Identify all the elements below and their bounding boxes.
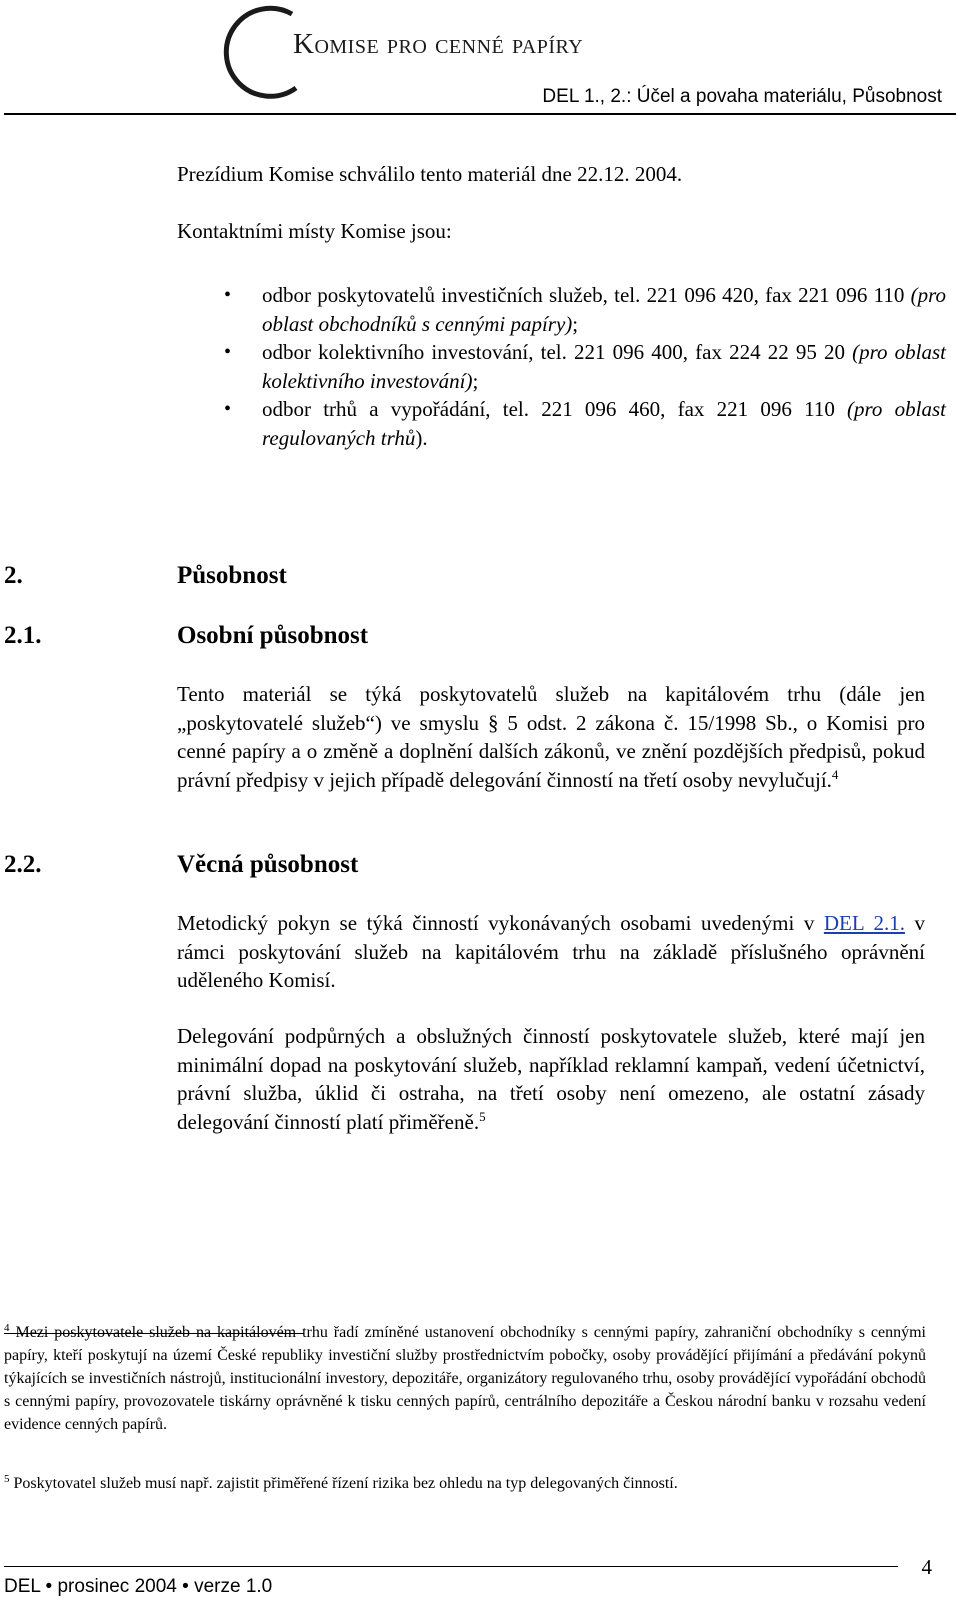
section-number: 2.	[4, 562, 23, 589]
page-number: 4	[921, 1555, 932, 1579]
delegation-paragraph: Delegování podpůrných a obslužných činností poskytovatele služeb, které mají jen minimální dopad na poskytování služeb, například reklamní kampaň, vedení účetnictví, právní služba, úklid či ostraha, na třetí osoby není omezeno, ale ostatní zásady delegování činností platí přiměřeně.$^5$	[177, 1024, 925, 1134]
section-title: Působnost	[177, 562, 287, 589]
footer-divider	[4, 1566, 898, 1567]
komise-logo-icon	[214, 0, 304, 100]
del-2-1-link[interactable]: DEL 2.1.	[823, 911, 905, 935]
subsection-number: 2.2.	[4, 851, 42, 878]
contacts-list	[224, 281, 946, 452]
contact-item: • odbor poskytovatelů investičních služeb, tel. 221 096 420, fax 221 096 110 (pro oblast obchodníků s cennými papíry);	[224, 281, 946, 338]
contacts-intro: Kontaktními místy Komise jsou:	[177, 219, 452, 243]
contact-item: • odbor trhů a vypořádání, tel. 221 096 460, fax 221 096 110 (pro oblast regulovaných trhů).	[224, 395, 946, 452]
footnote: $^5$ Poskytovatel služeb musí např. zajistit přiměřené řízení rizika bez ohledu na typ delegovaných činností.	[4, 1473, 678, 1492]
header-divider	[4, 113, 956, 115]
subsection-number: 2.1.	[4, 622, 42, 649]
subsection-title: Osobní působnost	[177, 622, 369, 649]
approval-statement: Prezídium Komise schválilo tento materiál dne 22.12. 2004.	[177, 162, 683, 186]
contact-item: • odbor kolektivního investování, tel. 221 096 400, fax 224 22 95 20 (pro oblast kolektivního investování);	[224, 338, 946, 395]
section-heading: DEL 1., 2.: Účel a povaha materiálu, Působnost	[542, 86, 942, 107]
material-scope-paragraph: Metodický pokyn se týká činností vykonávaných osobami uvedenými v DEL 2.1. v rámci poskytování služeb na kapitálovém trhu na základě příslušného oprávnění uděleného Komisí.	[177, 911, 925, 992]
personal-scope-paragraph: Tento materiál se týká poskytovatelů služeb na kapitálovém trhu (dále jen „poskytovatelé služeb“) ve smyslu § 5 odst. 2 zákona č. 15/1998 Sb., o Komisi pro cenné papíry a o změně a doplnění dalších zákonů, ve znění pozdějších předpisů, pokud právní předpisy v jejich případě delegování činností na třetí osoby nevylučují.$^4$	[177, 682, 925, 792]
footnote: $^4$ Mezi poskytovatele služeb na kapitálovém trhu řadí zmíněné ustanovení obchodníky s cennými papíry, zahraniční obchodníky s cennými papíry, kteří poskytují na území České republiky investiční služby prostřednictvím pobočky, osoby provádějící přijímání a předávání pokynů týkajících se investičních nástrojů, institucionální investory, depozitáře, organizátory regulovaného trhu, osoby provádějící vypořádání obchodů s cennými papíry, provozovatele tiskárny oprávněné k tisku cenných papírů, centrálního depozitáře a Českou národní banku v rozsahu vedení evidence cenných papírů.	[4, 1322, 927, 1433]
footnote-reference[interactable]: 4	[831, 766, 839, 782]
footer-info: DEL • prosinec 2004 • verze 1.0	[4, 1576, 273, 1597]
footnote-reference[interactable]: 5	[479, 1108, 486, 1124]
subsection-title: Věcná působnost	[177, 851, 359, 878]
organization-name: Komise pro cenné papíry	[293, 28, 584, 60]
